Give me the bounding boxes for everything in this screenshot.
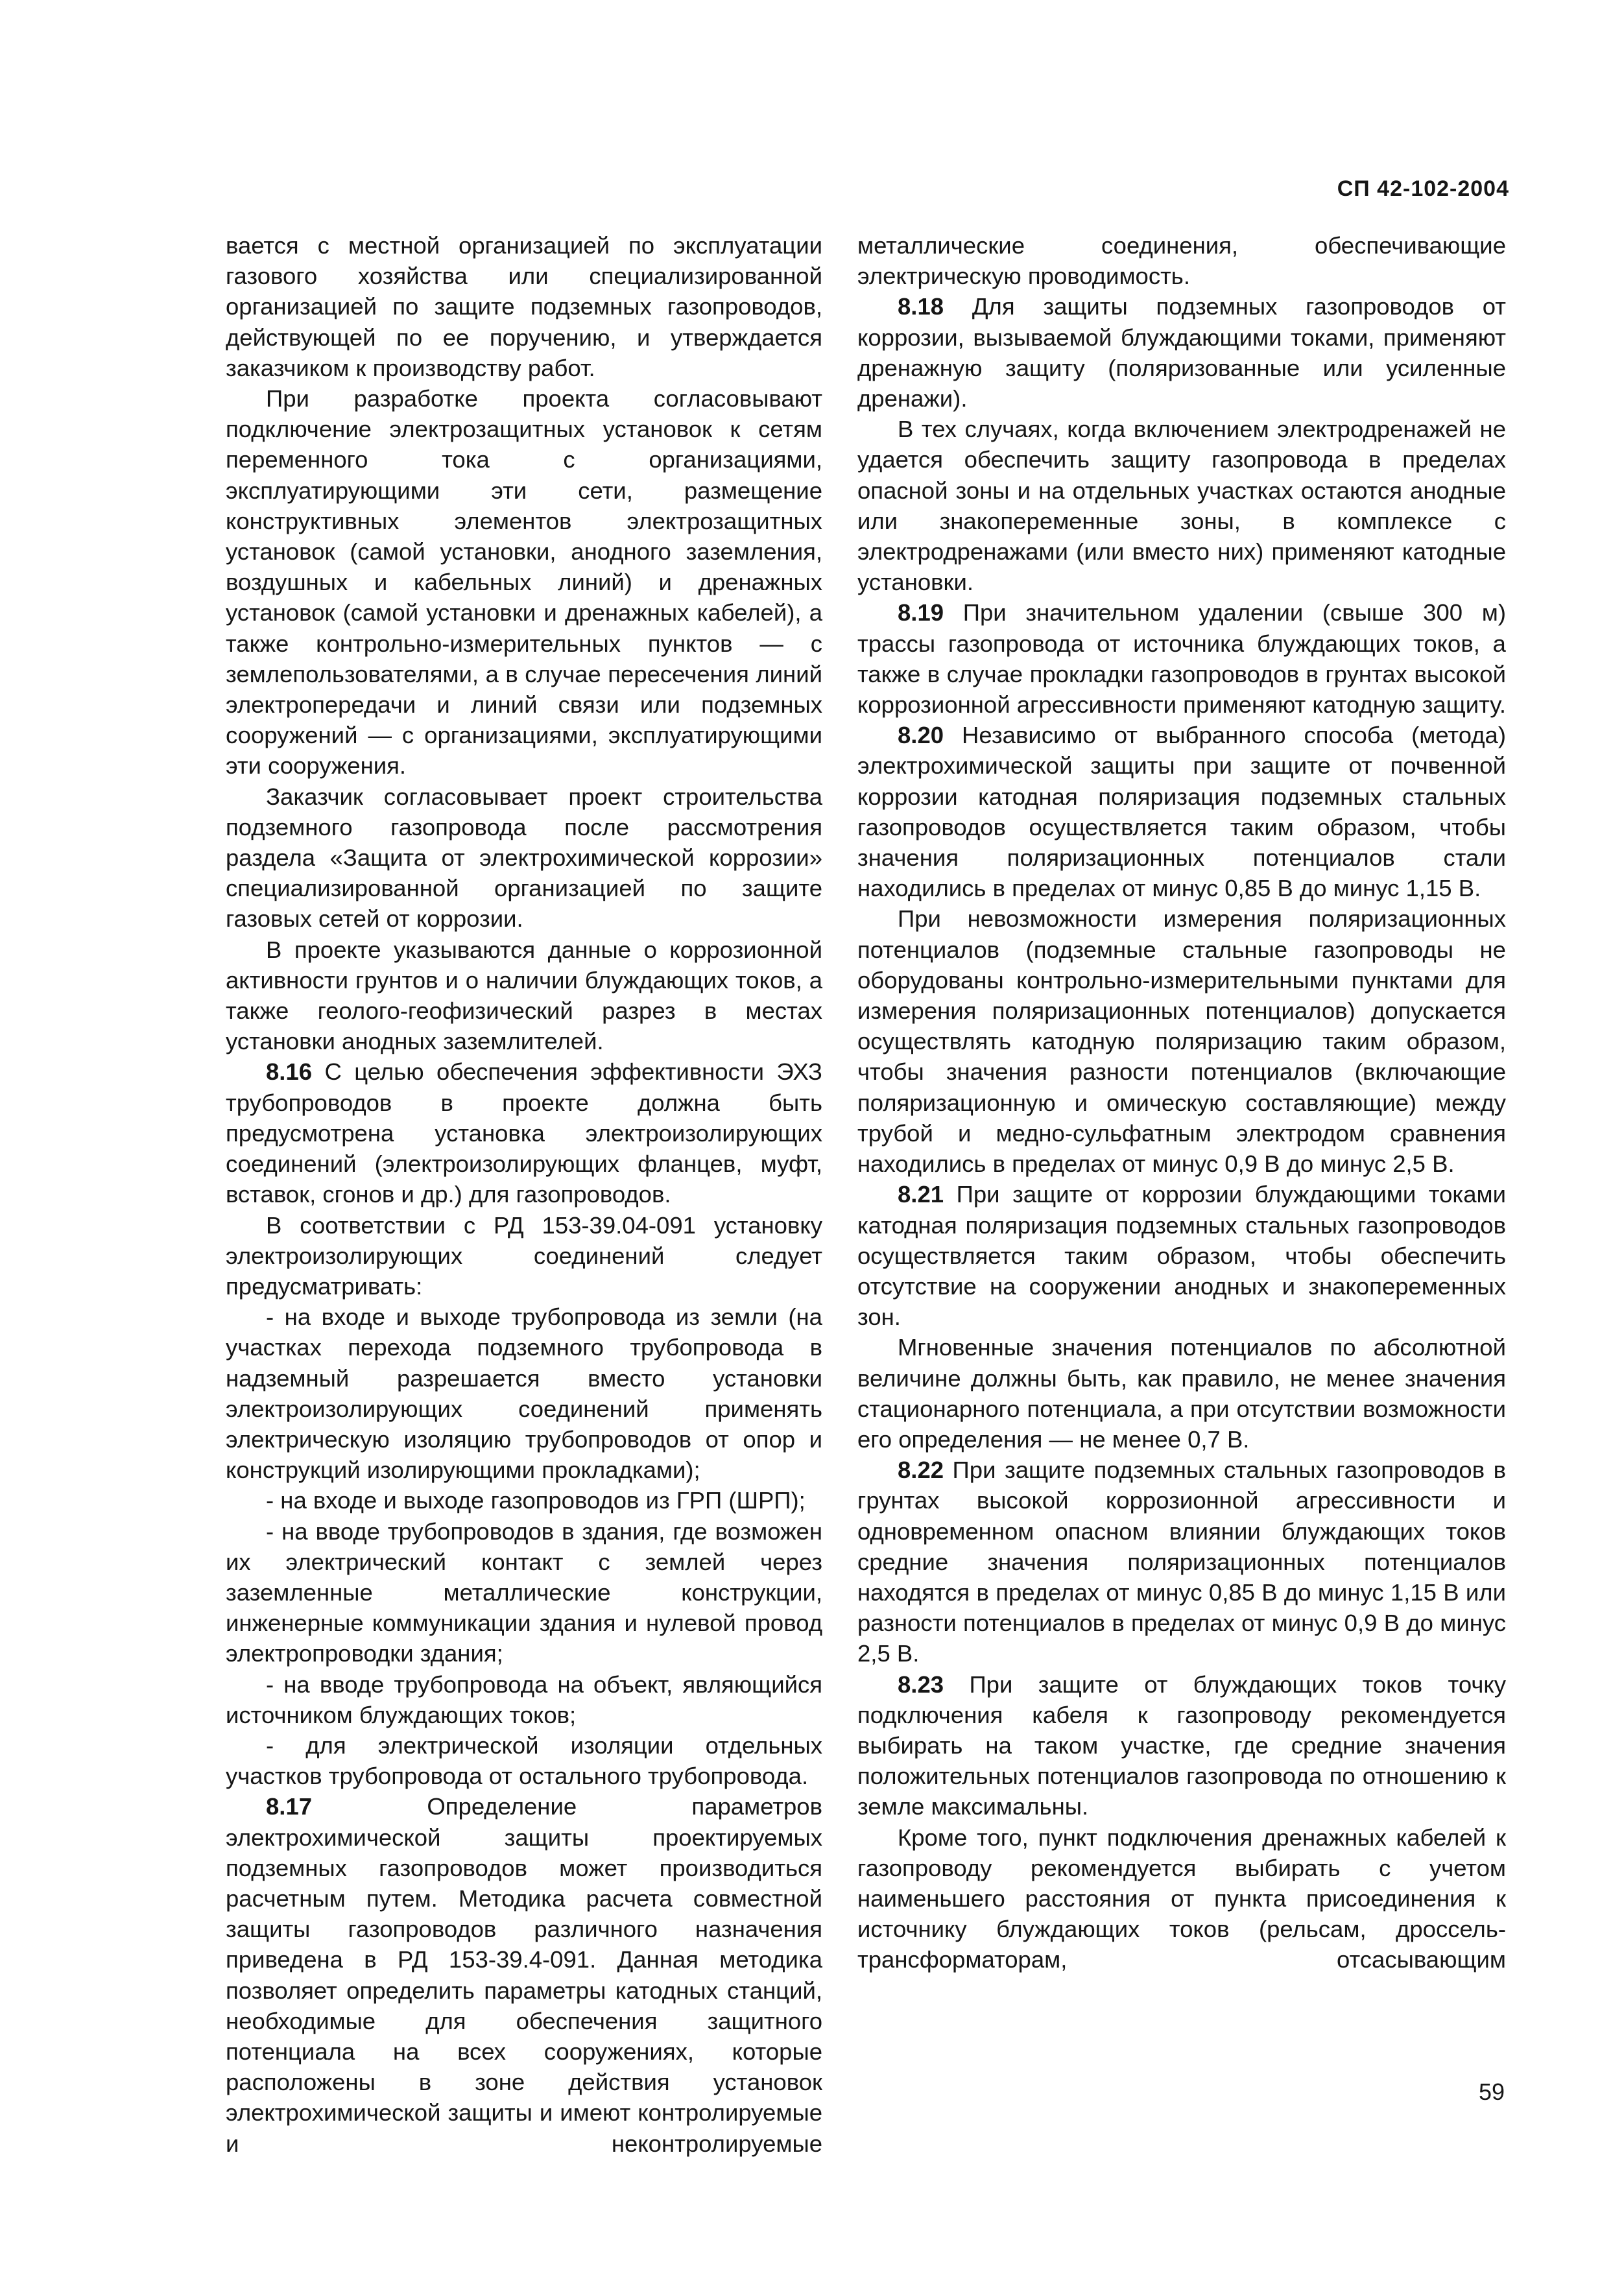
clause-number: 8.22 — [898, 1457, 944, 1484]
clause-8-22: 8.22 При защите подземных стальных газопроводов в грунтах высокой коррозионной агрессивности и одновременном опасном влиянии блуждающих токов средние значения поляризационных потенциалов находятся в пределах от минус 0,85 В до минус 1,15 В или разности потенциалов в пределах от минус 0,9 В до минус 2,5 В. — [857, 1457, 1506, 1667]
clause-number: 8.18 — [898, 293, 944, 320]
paragraph: Заказчик согласовывает проект строительства подземного газопровода после рассмотрения раздела «Защита от электрохимической коррозии» специализированной организацией по защите газовых сетей от коррозии. — [226, 783, 822, 933]
clause-8-19: 8.19 При значительном удалении (свыше 300 м) трассы газопровода от источника блуждающих токов, а также в случае прокладки газопроводов в грунтах высокой коррозионной агрессивности применяют катодную защиту. — [857, 599, 1506, 719]
clause-number: 8.21 — [898, 1181, 944, 1208]
paragraph: При разработке проекта согласовывают подключение электрозащитных установок к сетям переменного тока с организациями, эксплуатирующими эти сети, размещение конструктивных элементов электрозащитных установок (самой установки, анодного заземления, воздушных и кабельных линий) и дренажных установок (самой установки и дренажных кабелей), а также контрольно-измерительных пунктов — с землепользователями, а в случае пересечения линий электропередачи и линий связи или подземных сооружений — с организациями, эксплуатирующими эти сооружения. — [226, 385, 822, 780]
paragraph: Мгновенные значения потенциалов по абсолютной величине должны быть, как правило, не менее значения стационарного потенциала, а при отсутствии возможности его определения — не менее 0,7 В. — [857, 1334, 1506, 1453]
clause-number: 8.17 — [266, 1793, 313, 1820]
list-item: - на входе и выходе трубопровода из земли (на участках перехода подземного трубопровода в надземный разрешается вместо установки электроизолирующих соединений применять электрическую изоляцию трубопроводов от опор и конструкций изолирующими прокладками); — [226, 1304, 822, 1484]
list-item: - на вводе трубопроводов в здания, где возможен их электрический контакт с землей через заземленные металлические конструкции, инженерные коммуникации здания и нулевой провод электропроводки здания; — [226, 1518, 822, 1667]
list-item: - на вводе трубопровода на объект, являющийся источником блуждающих токов; — [226, 1671, 822, 1728]
clause-8-20: 8.20 Независимо от выбранного способа (метода) электрохимической защиты при защите от почвенной коррозии катодная поляризация подземных стальных газопроводов осуществляется таким образом, чтобы значения поляризационных потенциалов стали находились в пределах от минус 0,85 В до минус 1,15 В. — [857, 722, 1506, 902]
document-code: СП 42-102-2004 — [1337, 176, 1509, 201]
clause-number: 8.20 — [898, 722, 944, 749]
paragraph: вается с местной организацией по эксплуатации газового хозяйства или специализированной организацией по защите подземных газопроводов, действующей по ее поручению, и утверждается заказчиком к производству работ. — [226, 232, 822, 381]
page-number: 59 — [1478, 2078, 1505, 2105]
paragraph: В тех случаях, когда включением электродренажей не удается обеспечить защиту газопровода в пределах опасной зоны и на отдельных участках остаются анодные или знакопеременные зоны, в комплексе с электродренажами (или вместо них) применяют катодные установки. — [857, 416, 1506, 596]
clause-8-18: 8.18 Для защиты подземных газопроводов от коррозии, вызываемой блуждающими токами, применяют дренажную защиту (поляризованные или усиленные дренажи). — [857, 293, 1506, 412]
list-item: - для электрической изоляции отдельных участков трубопровода от остального трубопровода. — [226, 1732, 822, 1790]
clause-8-16: 8.16 С целью обеспечения эффективности ЭХЗ трубопроводов в проекте должна быть предусмотрена установка электроизолирующих соединений (электроизолирующих фланцев, муфт, вставок, сгонов и др.) для газопроводов. — [226, 1058, 822, 1208]
clause-8-21: 8.21 При защите от коррозии блуждающими токами катодная поляризация подземных стальных газопроводов осуществляется таким образом, чтобы обеспечить отсутствие на сооружении анодных и знакопеременных зон. — [857, 1181, 1506, 1331]
clause-number: 8.23 — [898, 1671, 944, 1698]
clause-number: 8.16 — [266, 1058, 313, 1086]
paragraph: В соответствии с РД 153-39.04-091 установку электроизолирующих соединений следует предусматривать: — [226, 1211, 822, 1300]
clause-8-17: 8.17 Определение параметров электрохимической защиты проектируемых подземных газопроводов может производиться расчетным путем. Методика расчета совместной защиты газопроводов различного назначения приведена в РД 153-39.4-091. Данная методика позволяет определить параметры катодных станций, необходимые для обеспечения защитного потенциала на всех сооружениях, которые расположены в зоне действия установок электрохимической защиты и имеют контролируемые и неконтролируемые — [226, 1793, 822, 2157]
clause-number: 8.19 — [898, 599, 944, 626]
left-column — [226, 230, 822, 2159]
right-column — [857, 230, 1506, 1975]
paragraph: При невозможности измерения поляризационных потенциалов (подземные стальные газопроводы не оборудованы контрольно-измерительными пунктами для измерения поляризационных потенциалов) допускается осуществлять катодную поляризацию таким образом, чтобы значения разности потенциалов (включающие поляризационную и омическую составляющие) между трубой и медно-сульфатным электродом сравнения находились в пределах от минус 0,9 В до минус 2,5 В. — [857, 905, 1506, 1178]
paragraph: В проекте указываются данные о коррозионной активности грунтов и о наличии блуждающих токов, а также геолого-геофизический разрез в местах установки анодных заземлителей. — [226, 936, 822, 1055]
clause-8-23: 8.23 При защите от блуждающих токов точку подключения кабеля к газопроводу рекомендуется выбирать на таком участке, где средние значения положительных потенциалов газопровода по отношению к земле максимальны. — [857, 1671, 1506, 1820]
paragraph: Кроме того, пункт подключения дренажных кабелей к газопроводу рекомендуется выбирать с учетом наименьшего расстояния от пункта присоединения к источнику блуждающих токов (рельсам, дроссель-трансформаторам, отсасывающим — [857, 1824, 1506, 1973]
list-item: - на входе и выходе газопроводов из ГРП (ШРП); — [266, 1487, 806, 1514]
paragraph: металлические соединения, обеспечивающие электрическую проводимость. — [857, 232, 1506, 290]
